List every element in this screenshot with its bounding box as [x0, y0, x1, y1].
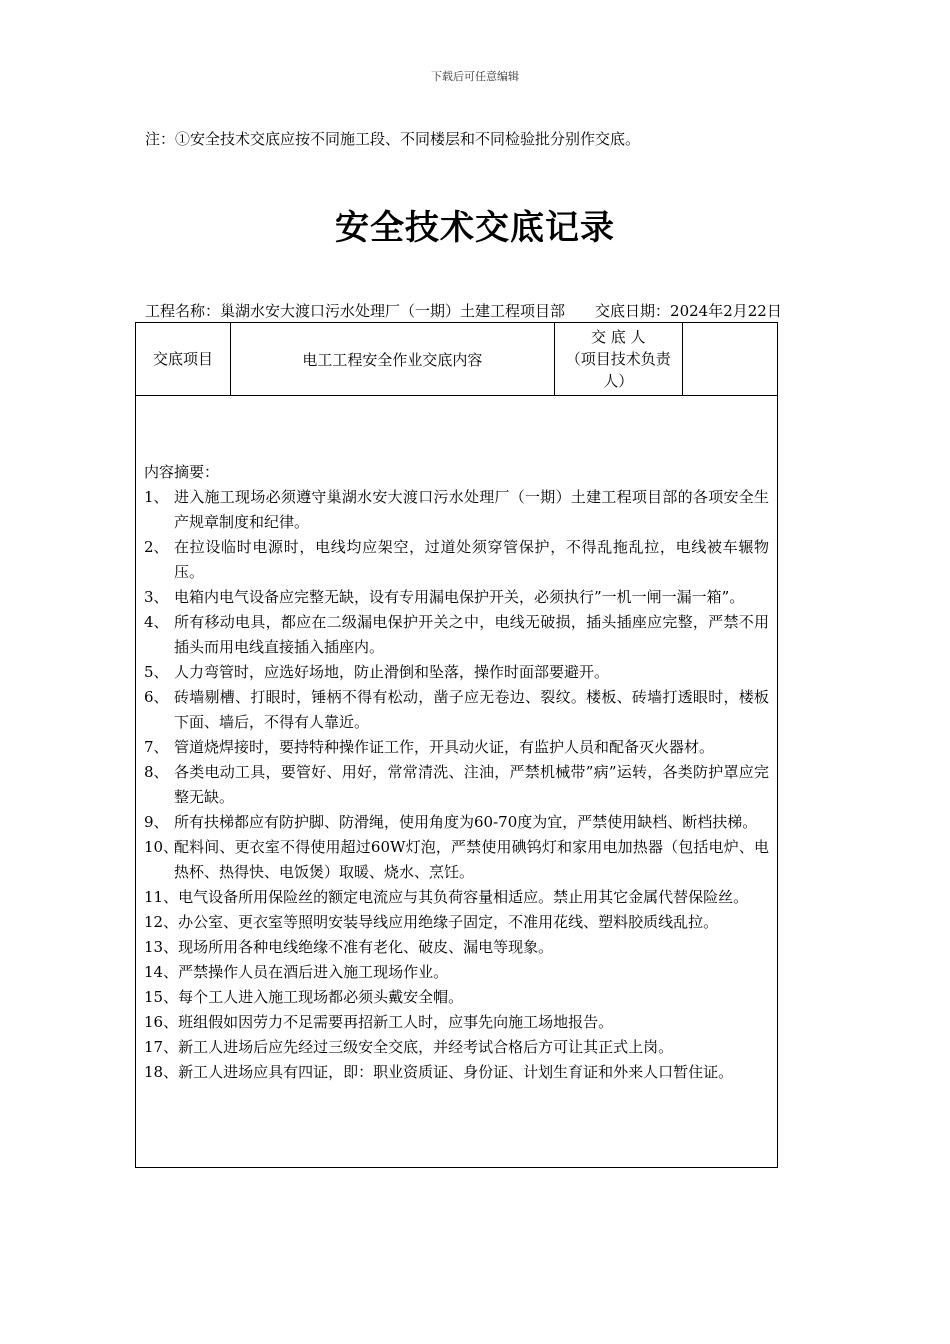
- list-item: [144, 610, 769, 660]
- item-number: 2、: [144, 538, 169, 556]
- item-value-cell: 电工工程安全作业交底内容: [231, 323, 555, 396]
- item-text: 所有移动电具，都应在二级漏电保护开关之中，电线无破损，插头插座应完整，严禁不用插头而用电线直接插入插座内。: [174, 613, 769, 656]
- item-number: 8、: [144, 763, 169, 781]
- item-number: 4、: [144, 613, 169, 631]
- list-item: [144, 810, 769, 835]
- item-number: 12、: [144, 913, 179, 931]
- person-value-cell: [682, 323, 777, 396]
- list-item: [144, 660, 769, 685]
- item-text: 各类电动工具，要管好、用好，常常清洗、注油，严禁机械带”病”运转，各类防护罩应完整无缺。: [174, 763, 769, 806]
- date-value: 2024年2月22日: [670, 302, 782, 320]
- item-text: 砖墙剔槽、打眼时，锤柄不得有松动，凿子应无卷边、裂纹。楼板、砖墙打透眼时，楼板下面、墙后，不得有人靠近。: [174, 688, 769, 731]
- item-number: 17、: [144, 1038, 179, 1056]
- item-text: 进入施工现场必须遵守巢湖水安大渡口污水处理厂（一期）土建工程项目部的各项安全生产规章制度和纪律。: [174, 488, 769, 531]
- list-item: [144, 1010, 769, 1035]
- date-label: 交底日期：: [595, 302, 671, 320]
- item-text: 配料间、更衣室不得使用超过60W灯泡，严禁使用碘钨灯和家用电加热器（包括电炉、电热杯、热得快、电饭煲）取暖、烧水、烹饪。: [174, 838, 769, 881]
- list-item: [144, 910, 769, 935]
- content-row: [136, 396, 778, 1168]
- list-item: [144, 935, 769, 960]
- list-item: [144, 735, 769, 760]
- item-number: 6、: [144, 688, 169, 706]
- list-item: [144, 885, 769, 910]
- project-name: 巢湖水安大渡口污水处理厂（一期）土建工程项目部: [220, 302, 566, 320]
- item-number: 14、: [144, 963, 179, 981]
- item-text: 每个工人进入施工现场都必须头戴安全帽。: [178, 988, 464, 1006]
- list-item: [144, 760, 769, 810]
- list-item: [144, 985, 769, 1010]
- list-item: [144, 1035, 769, 1060]
- item-text: 电箱内电气设备应完整无缺，设有专用漏电保护开关，必须执行”一机一闸一漏一箱”。: [174, 588, 745, 606]
- project-label: 工程名称：: [145, 302, 221, 320]
- item-text: 电气设备所用保险丝的额定电流应与其负荷容量相适应。禁止用其它金属代替保险丝。: [178, 888, 749, 906]
- item-text: 班组假如因劳力不足需要再招新工人时，应事先向施工场地报告。: [178, 1013, 614, 1031]
- item-text: 人力弯管时，应选好场地，防止滑倒和坠落，操作时面部要避开。: [174, 663, 610, 681]
- item-number: 16、: [144, 1013, 179, 1031]
- item-text: 办公室、更衣室等照明安装导线应用绝缘子固定，不准用花线、塑料胶质线乱拉。: [178, 913, 719, 931]
- item-number: 3、: [144, 588, 169, 606]
- item-number: 11、: [144, 888, 179, 906]
- content-cell: [136, 396, 778, 1168]
- list-item: [144, 835, 769, 885]
- list-item: [144, 960, 769, 985]
- item-number: 9、: [144, 813, 169, 831]
- item-number: 7、: [144, 738, 169, 756]
- page-title: 安全技术交底记录: [335, 208, 615, 248]
- item-text: 新工人进场应具有四证，即：职业资质证、身份证、计划生育证和外来人口暂住证。: [178, 1063, 734, 1081]
- item-number: 15、: [144, 988, 179, 1006]
- item-text: 现场所用各种电线绝缘不准有老化、破皮、漏电等现象。: [178, 938, 554, 956]
- item-number: 10、: [144, 838, 179, 856]
- list-item: [144, 685, 769, 735]
- record-table: [135, 322, 778, 1168]
- list-item: [144, 535, 769, 585]
- list-item: [144, 485, 769, 535]
- item-number: 18、: [144, 1063, 179, 1081]
- footnote: 注：①安全技术交底应按不同施工段、不同楼层和不同检验批分别作交底。: [145, 130, 641, 148]
- person-label-line1: 交 底 人: [590, 328, 646, 346]
- person-label-line2: （项目技术负责人）: [565, 350, 671, 390]
- content-list: [144, 485, 769, 1085]
- header-row: [136, 323, 778, 396]
- summary-label: 内容摘要：: [144, 463, 220, 481]
- item-label-cell: 交底项目: [136, 323, 231, 396]
- item-text: 在拉设临时电源时，电线均应架空，过道处须穿管保护，不得乱拖乱拉，电线被车辗物压。: [174, 538, 769, 581]
- list-item: [144, 1060, 769, 1085]
- item-text: 管道烧焊接时，要持特种操作证工作，开具动火证，有监护人员和配备灭火器材。: [174, 738, 715, 756]
- header-note: 下载后可任意编辑: [431, 70, 519, 83]
- item-number: 1、: [144, 488, 169, 506]
- item-text: 新工人进场后应先经过三级安全交底，并经考试合格后方可让其正式上岗。: [178, 1038, 674, 1056]
- person-label-cell: [554, 323, 682, 396]
- item-number: 13、: [144, 938, 179, 956]
- item-text: 所有扶梯都应有防护脚、防滑绳，使用角度为60-70度为宜，严禁使用缺档、断档扶梯。: [174, 813, 758, 831]
- item-text: 严禁操作人员在酒后进入施工现场作业。: [178, 963, 449, 981]
- list-item: [144, 585, 769, 610]
- item-number: 5、: [144, 663, 169, 681]
- meta-row: [145, 300, 782, 321]
